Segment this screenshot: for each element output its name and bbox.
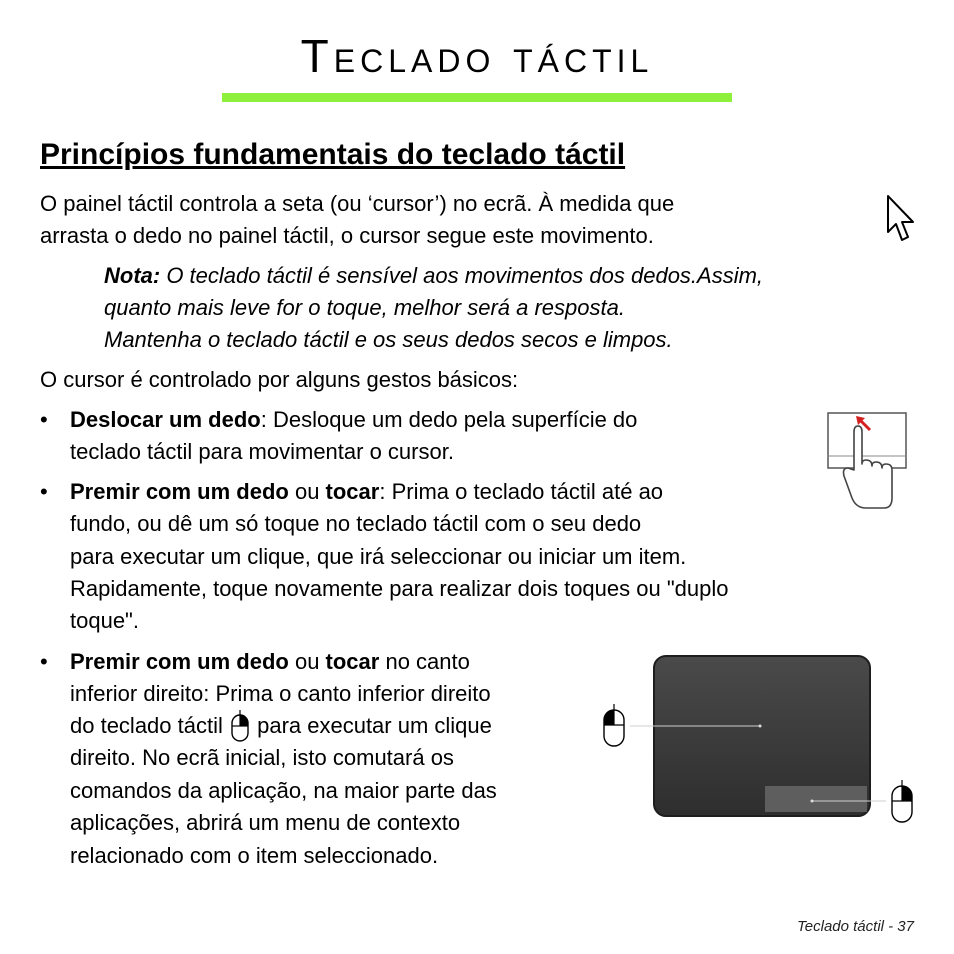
bullet-3-bold-1: Premir com um dedo [70, 649, 289, 674]
bullet-3-bold-2: tocar [325, 649, 380, 674]
bullet-2-line-4: Rapidamente, toque novamente para realizar dois toques ou "duplo [70, 576, 729, 601]
bullet-3-marker: • [40, 649, 48, 674]
bullet-2-mid: ou [288, 479, 326, 504]
note-text-1: O teclado táctil é sensível aos movimentos dos dedos.Assim, [160, 263, 764, 288]
title-underline-bar [222, 93, 732, 102]
bullet-1-line-2: teclado táctil para movimentar o cursor. [70, 439, 454, 464]
bullet-3-line-4: direito. No ecrã inicial, isto comutará os [70, 745, 454, 770]
bullet-2-bold-2: tocar [325, 479, 380, 504]
bullet-2-line-1 [70, 476, 800, 508]
bullet-3-text: no canto [379, 649, 470, 674]
bullet-3-line-1 [70, 646, 582, 678]
bullet-2-line-2: fundo, ou dê um só toque no teclado táctil com o seu dedo [70, 511, 642, 536]
bullet-3-line-6: aplicações, abrirá um menu de contexto [70, 810, 461, 835]
bullet-3-line-3 [70, 710, 582, 742]
cursor-arrow-icon [886, 194, 916, 244]
intro-line-2: arrasta o dedo no painel táctil, o cursor segue este movimento. [40, 223, 654, 248]
bullet-2-line-5: toque". [70, 608, 139, 633]
finger-slide-touchpad-icon [826, 410, 908, 514]
page-title: Teclado táctil [300, 30, 654, 82]
bullet-2-text: : Prima o teclado táctil até ao [379, 479, 664, 504]
bullet-3-mid: ou [288, 649, 326, 674]
bullet-3-line-3b: para executar um clique [250, 713, 492, 738]
mouse-right-icon [892, 780, 912, 822]
intro-line-1: O painel táctil controla a seta (ou ‘cursor’) no ecrã. À medida que [40, 191, 675, 216]
note-label: Nota: [104, 263, 161, 288]
mouse-right-click-inline-icon [229, 710, 251, 742]
note-line-1 [104, 260, 916, 292]
touchpad-right-click-diagram [600, 652, 920, 832]
section-heading: Princípios fundamentais do teclado táctil [40, 138, 626, 171]
bullet-1-bold: Deslocar um dedo [70, 407, 261, 432]
bullet-3-line-7: relacionado com o item seleccionado. [70, 843, 439, 868]
note-line-2: quanto mais leve for o toque, melhor será a resposta. [104, 295, 625, 320]
touchpad-right-click-zone [765, 786, 867, 812]
bullet-3-line-2: inferior direito: Prima o canto inferior direito [70, 681, 491, 706]
page-footer: Teclado táctil - 37 [796, 918, 914, 935]
note-line-3: Mantenha o teclado táctil e os seus dedos secos e limpos. [104, 327, 673, 352]
bullet-2-line-3: para executar um clique, que irá seleccionar ou iniciar um item. [70, 544, 687, 569]
bullet-1-text: : Desloque um dedo pela superfície do [260, 407, 638, 432]
bullet-2-marker: • [40, 479, 48, 504]
bullet-1-line-1 [70, 404, 800, 436]
mouse-left-icon [604, 704, 624, 746]
bullet-1-marker: • [40, 407, 48, 432]
bullet-3-line-5: comandos da aplicação, na maior parte das [70, 778, 497, 803]
gestures-intro: O cursor é controlado por alguns gestos básicos: [40, 367, 519, 392]
bullet-3-line-3a: do teclado táctil [70, 713, 229, 738]
bullet-2-bold-1: Premir com um dedo [70, 479, 289, 504]
